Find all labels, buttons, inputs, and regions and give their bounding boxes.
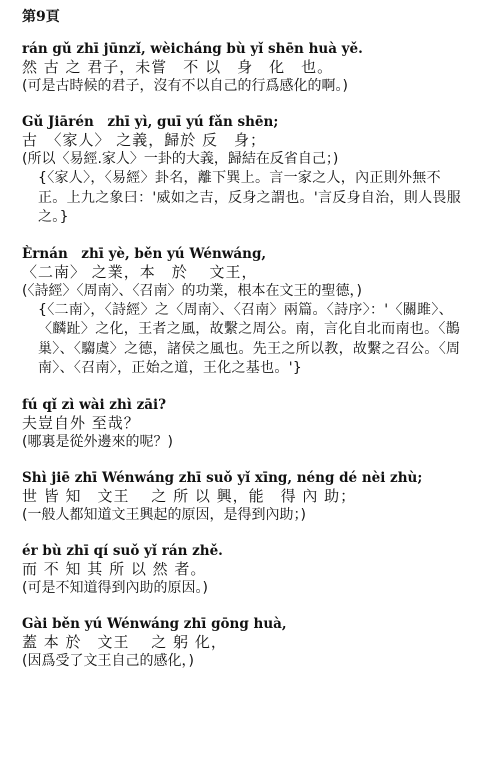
chinese-line: 蓋 本 於 文王 之 躬 化， [22, 632, 227, 651]
pinyin-line: ér bù zhī qí suǒ yǐ rán zhě. [22, 542, 223, 559]
translation-line: (〈詩經〉〈周南〉、〈召南〉的功業，根本在文王的聖德，) [22, 282, 362, 299]
pinyin-line: rán gǔ zhī jūnzǐ, wèicháng bù yǐ shēn huà yě. [22, 41, 363, 57]
pinyin-line: Èrnán zhī yè, běn yú Wénwáng, [22, 245, 267, 262]
verse-block-5 [22, 469, 492, 525]
verse-block-2 [22, 113, 492, 228]
annotation-note: {〈家人〉，〈易經〉卦名，離下巽上。言一家之人，內正則外無不正。上九之象曰：'威如之吉，反身之謂也。'言反身自治，則人畏服之。} [38, 170, 461, 225]
translation-line: (所以〈易經.家人〉一卦的大義，歸結在反省自己；) [22, 151, 339, 167]
pinyin-line: Gǔ Jiārén zhī yì, guī yú fǎn shēn; [22, 114, 279, 130]
chinese-line: 然 古 之 君子，未嘗 不 以 身 化 也。 [22, 58, 334, 76]
translation-line: (可是古時候的君子，沒有不以自己的行爲感化的啊。) [22, 78, 348, 94]
pinyin-line: Gài běn yú Wénwáng zhī gōng huà, [22, 615, 287, 632]
verse-block-3 [22, 245, 492, 379]
annotation-note: {〈二南〉，〈詩經〉之〈周南〉、〈召南〉兩篇。〈詩序〉：'〈關雎〉、〈麟趾〉之化，王者之風，故繫之周公。南，言化自北而南也。〈鵲巢〉、〈騶虞〉之德，諸侯之風也。先王之所以教，故繫之召公。〈周南〉、〈召南〉，正始之道，王化之基也。'} [38, 301, 461, 376]
translation-line: (哪裏是從外邊來的呢？) [22, 433, 173, 450]
verse-block-1 [22, 40, 492, 96]
verse-block-6 [22, 542, 492, 598]
chinese-line: 〈二南〉 之業，本 於 文王， [22, 262, 258, 281]
translation-line: (可是不知道得到內助的原因。) [22, 579, 208, 596]
pinyin-line: Shì jiē zhī Wénwáng zhī suǒ yǐ xīng, néng dé nèi zhù; [22, 469, 423, 486]
chinese-line: 古 〈家人〉 之義，歸於 反 身； [22, 131, 267, 149]
chinese-line: 夫豈自外 至哉？ [22, 413, 140, 432]
translation-line: (一般人都知道文王興起的原因，是得到內助；) [22, 506, 306, 523]
translation-line: (因爲受了文王自己的感化，) [22, 652, 194, 669]
verse-block-7 [22, 615, 492, 671]
chinese-line: 世 皆 知 文王 之 所 以 興，能 得 內 助； [22, 486, 357, 505]
chinese-line: 而 不 知 其 所 以 然 者。 [22, 559, 207, 578]
pinyin-line: fú qǐ zì wài zhì zāi? [22, 396, 167, 413]
page-content [22, 6, 492, 688]
page-number: 第9頁 [22, 9, 60, 25]
verse-block-4 [22, 396, 492, 452]
